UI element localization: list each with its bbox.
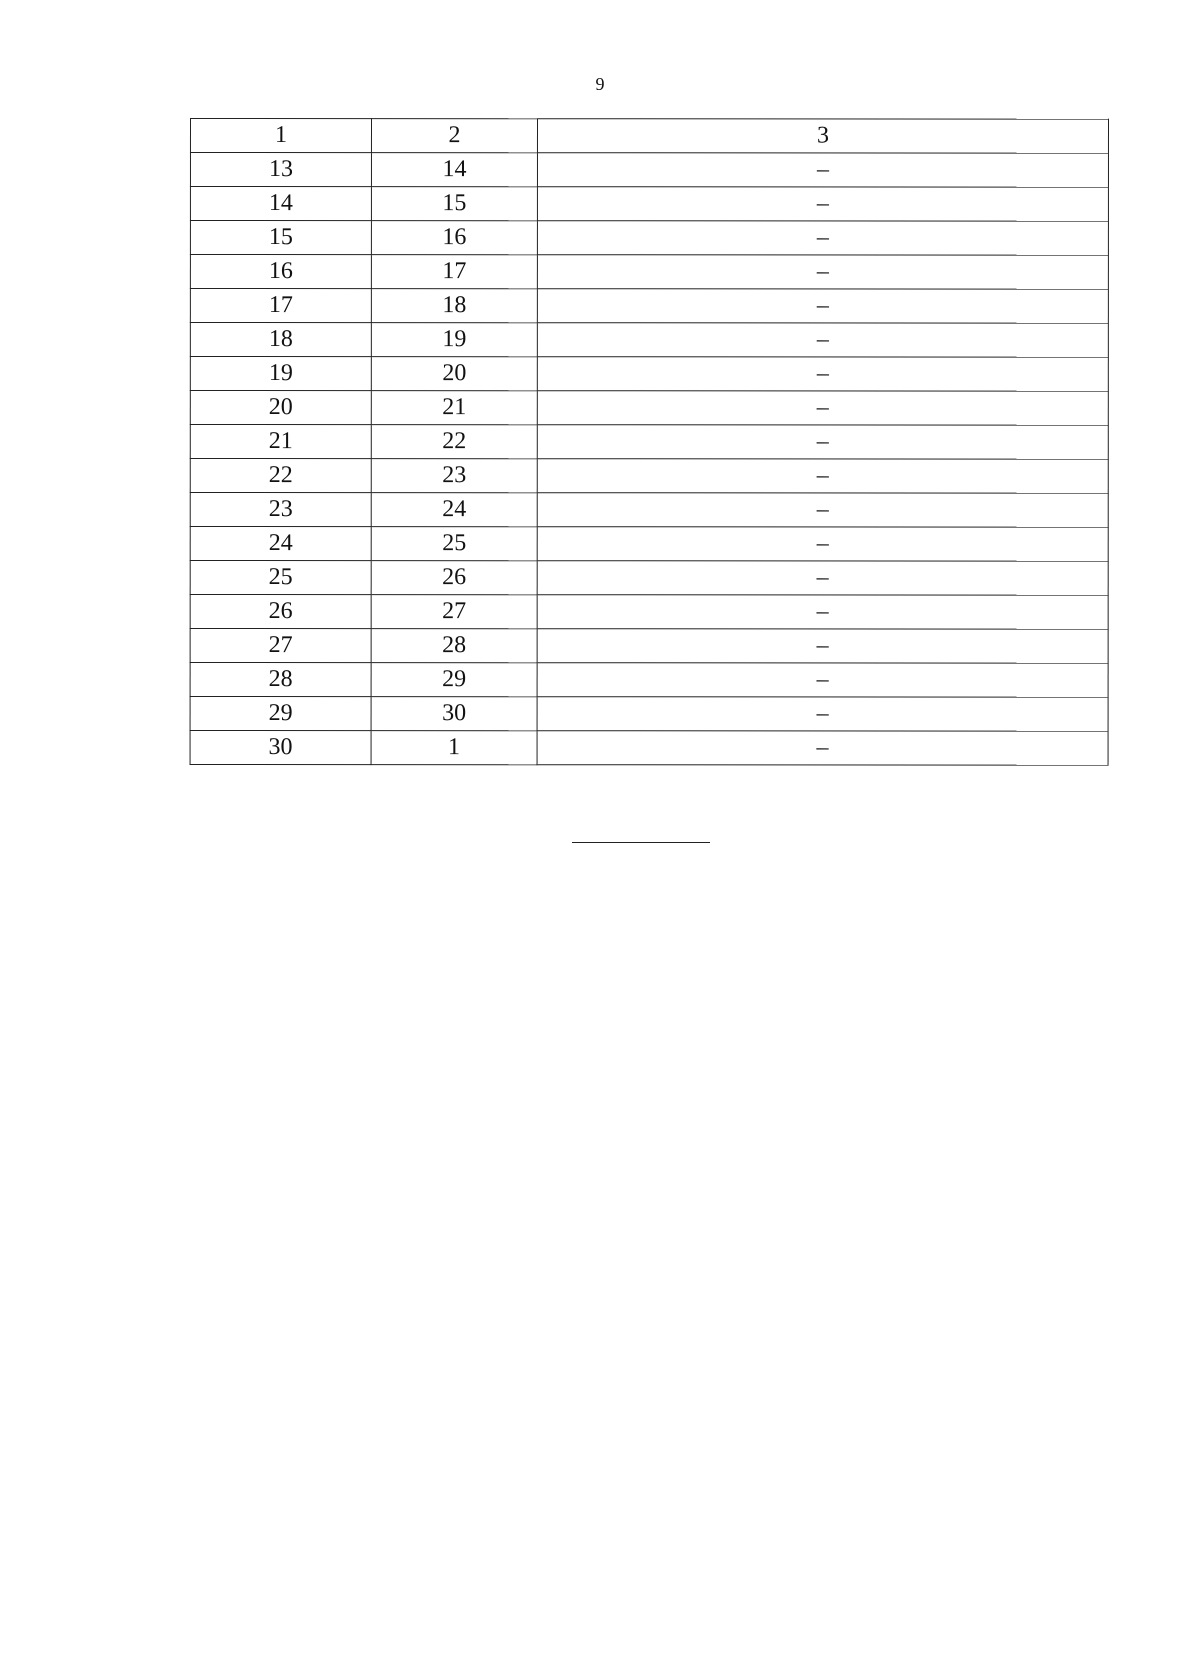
table-row bbox=[190, 323, 1108, 358]
table-cell-col-2: 20 bbox=[371, 357, 537, 391]
table-cell-col-3: – bbox=[537, 323, 1108, 357]
table-cell-col-2: 18 bbox=[371, 289, 537, 323]
table-row bbox=[190, 391, 1108, 426]
table-cell-col-2: 24 bbox=[371, 493, 537, 527]
table-cell-col-1: 30 bbox=[190, 731, 371, 765]
table-cell-col-2: 30 bbox=[371, 697, 537, 731]
table-cell-col-2: 28 bbox=[371, 629, 537, 663]
table-cell-col-3: – bbox=[537, 255, 1108, 289]
column-header-1: 1 bbox=[190, 119, 371, 153]
table-cell-col-2: 22 bbox=[371, 425, 537, 459]
table-cell-col-1: 22 bbox=[190, 459, 371, 493]
table-row bbox=[190, 731, 1108, 766]
table-row bbox=[190, 255, 1108, 290]
table-cell-col-1: 16 bbox=[190, 255, 371, 289]
table-cell-col-2: 16 bbox=[371, 221, 537, 255]
table-cell-col-3: – bbox=[537, 289, 1108, 323]
table-row bbox=[190, 561, 1108, 596]
table-cell-col-2: 25 bbox=[371, 527, 537, 561]
table-cell-col-2: 23 bbox=[371, 459, 537, 493]
table-cell-col-1: 26 bbox=[190, 595, 371, 629]
table-row bbox=[190, 425, 1108, 460]
table-cell-col-1: 14 bbox=[190, 187, 371, 221]
table-cell-col-3: – bbox=[537, 629, 1108, 663]
table-cell-col-2: 27 bbox=[371, 595, 537, 629]
table-row bbox=[190, 459, 1108, 494]
table-cell-col-1: 18 bbox=[190, 323, 371, 357]
table-cell-col-1: 13 bbox=[190, 153, 371, 187]
end-of-document-rule bbox=[572, 842, 710, 843]
table-cell-col-2: 26 bbox=[371, 561, 537, 595]
table-cell-col-3: – bbox=[537, 527, 1108, 561]
table-row bbox=[190, 221, 1108, 256]
table-row bbox=[190, 187, 1108, 222]
table-cell-col-3: – bbox=[537, 561, 1108, 595]
table-cell-col-1: 15 bbox=[190, 221, 371, 255]
table-cell-col-2: 14 bbox=[371, 153, 537, 187]
table-cell-col-3: – bbox=[537, 221, 1108, 255]
table-cell-col-3: – bbox=[537, 391, 1108, 425]
table-row bbox=[190, 527, 1108, 562]
table-cell-col-3: – bbox=[537, 357, 1108, 391]
table-cell-col-3: – bbox=[537, 663, 1108, 697]
table-cell-col-1: 29 bbox=[190, 697, 371, 731]
table-row bbox=[190, 595, 1108, 630]
table-cell-col-3: – bbox=[537, 697, 1108, 731]
table-row bbox=[190, 153, 1108, 188]
table-cell-col-3: – bbox=[537, 425, 1108, 459]
table-cell-col-3: – bbox=[537, 153, 1108, 187]
table-row bbox=[190, 357, 1108, 392]
table-cell-col-1: 17 bbox=[190, 289, 371, 323]
table-cell-col-2: 15 bbox=[371, 187, 537, 221]
table-cell-col-1: 27 bbox=[190, 629, 371, 663]
table-cell-col-1: 19 bbox=[190, 357, 371, 391]
table-cell-col-1: 23 bbox=[190, 493, 371, 527]
table-header-row bbox=[190, 119, 1108, 154]
table-cell-col-1: 25 bbox=[190, 561, 371, 595]
data-table bbox=[190, 118, 1109, 766]
table-cell-col-3: – bbox=[537, 187, 1108, 221]
table-row bbox=[190, 663, 1108, 698]
table-row bbox=[190, 697, 1108, 732]
table-cell-col-3: – bbox=[537, 595, 1108, 629]
table-cell-col-3: – bbox=[537, 493, 1108, 527]
column-header-2: 2 bbox=[371, 119, 537, 153]
table-cell-col-2: 21 bbox=[371, 391, 537, 425]
table-cell-col-1: 24 bbox=[190, 527, 371, 561]
table-cell-col-3: – bbox=[537, 731, 1108, 765]
table-cell-col-2: 17 bbox=[371, 255, 537, 289]
table-cell-col-2: 19 bbox=[371, 323, 537, 357]
table-row bbox=[190, 629, 1108, 664]
table-cell-col-3: – bbox=[537, 459, 1108, 493]
table-row bbox=[190, 493, 1108, 528]
data-table-container bbox=[190, 118, 1108, 766]
table-cell-col-1: 28 bbox=[190, 663, 371, 697]
page-number: 9 bbox=[595, 74, 605, 94]
table-row bbox=[190, 289, 1108, 324]
column-header-3: 3 bbox=[537, 119, 1108, 153]
table-cell-col-1: 21 bbox=[190, 425, 371, 459]
table-cell-col-2: 1 bbox=[371, 731, 537, 765]
table-cell-col-1: 20 bbox=[190, 391, 371, 425]
table-cell-col-2: 29 bbox=[371, 663, 537, 697]
table-body bbox=[190, 153, 1108, 766]
